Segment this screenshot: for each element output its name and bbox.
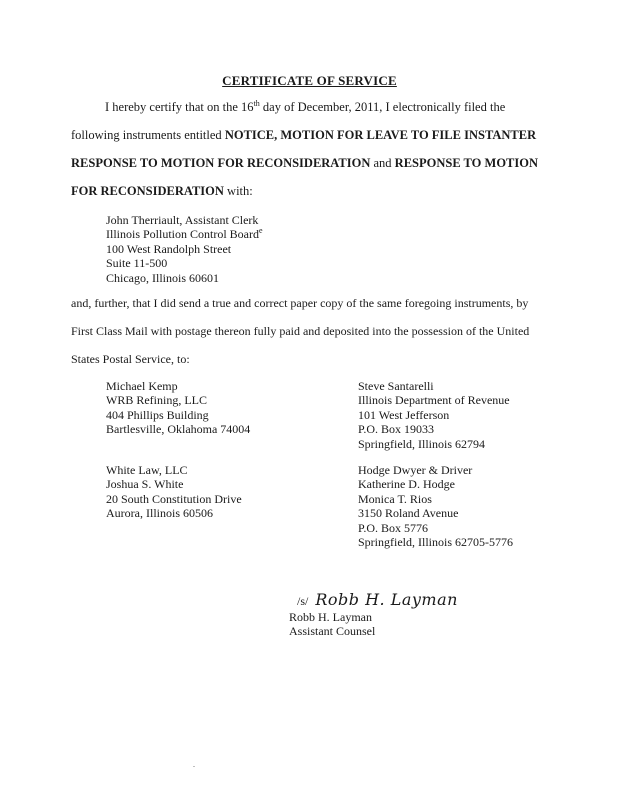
paper-copy-line-2: First Class Mail with postage thereon fully paid and deposited into the possession of the United [71,324,530,338]
signature-prefix: /s/ [297,594,309,608]
recipient-hodge [358,463,513,549]
signer-block [289,610,375,639]
recipient-line: 20 South Constitution Drive [106,491,242,506]
paper-copy-line-1: and, further, that I did send a true and correct paper copy of the same foregoing instruments, by [71,296,529,310]
recipient-line: Illinois Department of Revenue [358,393,510,408]
recipient-line: P.O. Box 5776 [358,520,429,535]
recipient-line: Joshua S. White [106,477,184,492]
ordinal-suffix: th [253,98,260,108]
certify-line-3 [71,156,538,171]
certify-line-2-start: following instruments entitled [71,128,225,142]
recipient-santarelli [358,379,510,451]
recipient-kemp [106,379,250,437]
recipient-line: Bartlesville, Oklahoma 74004 [106,422,251,437]
clerk-address [106,213,263,285]
certify-line-1-start: I hereby certify that on the 16 [105,100,254,114]
recipient-line: Michael Kemp [106,379,178,393]
clerk-suite: Suite 11-500 [106,256,168,271]
instrument-title-2: RESPONSE TO MOTION FOR RECONSIDERATION [71,156,371,170]
clerk-street: 100 West Randolph Street [106,241,232,256]
recipient-line: Hodge Dwyer & Driver [358,463,473,477]
signature-line [297,590,458,609]
recipient-line: White Law, LLC [106,463,188,477]
conjunction: and [370,156,395,170]
recipient-line: Monica T. Rios [358,491,432,506]
recipient-line: 404 Phillips Building [106,407,209,422]
recipient-line: Katherine D. Hodge [358,477,455,492]
recipient-line: 3150 Roland Avenue [358,506,459,521]
signature-script: Robb H. Layman [315,590,458,609]
certify-line-4-end: with: [223,184,253,198]
page-title: CERTIFICATE OF SERVICE [222,73,397,88]
clerk-city: Chicago, Illinois 60601 [106,270,219,285]
certify-line-4 [71,184,253,199]
clerk-name: John Therriault, Assistant Clerk [106,213,259,227]
instrument-title-3-end: FOR RECONSIDERATION [71,184,224,198]
certify-line-2 [71,128,536,143]
signer-role: Assistant Counsel [289,624,376,639]
certify-line-1 [105,100,505,115]
recipient-line: P.O. Box 19033 [358,422,435,437]
instrument-title-3: RESPONSE TO MOTION [394,156,538,170]
recipient-line: Springfield, Illinois 62794 [358,436,485,451]
recipient-line: Steve Santarelli [358,379,434,393]
recipient-line: WRB Refining, LLC [106,393,207,408]
recipient-line: Springfield, Illinois 62705-5776 [358,535,513,550]
clerk-org [106,227,263,241]
signer-name: Robb H. Layman [289,610,372,624]
instrument-title-1: NOTICE, MOTION FOR LEAVE TO FILE INSTANTER [224,128,537,142]
clerk-org-name: Illinois Pollution Control Board [106,227,260,242]
recipient-line: 101 West Jefferson [358,407,450,422]
paper-copy-line-3: States Postal Service, to: [71,352,190,366]
recipient-white-law [106,463,242,521]
certify-line-1-end: day of December, 2011, I electronically filed the [259,100,506,114]
recipient-line: Aurora, Illinois 60506 [106,506,213,521]
clerk-org-mark: e [259,226,263,236]
footer-mark: . [193,760,195,769]
